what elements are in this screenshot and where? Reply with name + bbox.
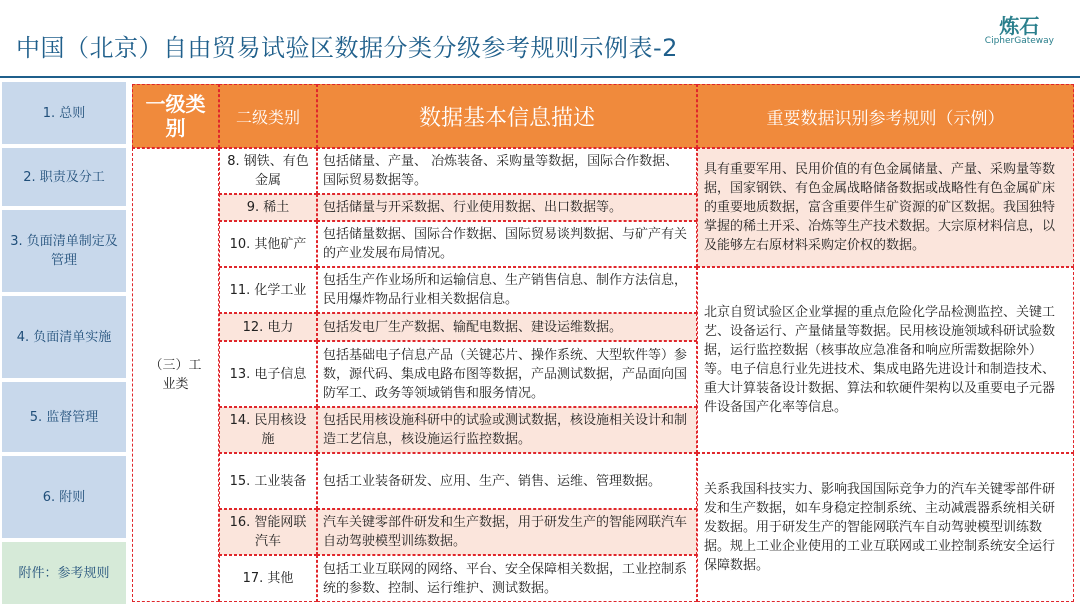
description-rare-earth: 包括储量与开采数据、行业使用数据、出口数据等。 xyxy=(317,194,697,221)
header-rule: 重要数据识别参考规则（示例） xyxy=(697,84,1074,148)
sidebar-item-supervision[interactable]: 5. 监督管理 xyxy=(2,382,126,452)
description-nuclear: 包括民用核设施科研中的试验或测试数据，核设施相关设计和制造工艺信息，核设施运行监控数据。 xyxy=(317,407,697,453)
sidebar-item-appendix[interactable]: 附件：参考规则 xyxy=(2,542,126,604)
subcategory-connected-vehicles: 16. 智能网联汽车 xyxy=(219,509,317,555)
rule-metals-minerals: 具有重要军用、民用价值的有色金属储量、产量、采购量等数据，国家钢铁、有色金属战略储备数据或战略性有色金属矿床的重要地质数据，富含重要伴生矿资源的矿区数据。我国独特掌握的稀土开采、冶炼等生产技术数据。大宗原材料信息，以及能够左右原材料采购定价权的数据。 xyxy=(697,148,1074,267)
subcategory-other-minerals: 10. 其他矿产 xyxy=(219,221,317,267)
rule-equipment-vehicles: 关系我国科技实力、影响我国国际竞争力的汽车关键零部件研发和生产数据，如车身稳定控制系统、主动减震器系统相关研发数据。用于研发生产的智能网联汽车自动驾驶模型训练数据。规上工业企业使用的工业互联网或工业控制系统安全运行保障数据。 xyxy=(697,453,1074,602)
subcategory-steel: 8. 钢铁、有色金属 xyxy=(219,148,317,194)
header-level1: 一级类别 xyxy=(132,84,219,148)
subcategory-other: 17. 其他 xyxy=(219,555,317,602)
brand-logo xyxy=(985,14,1054,46)
description-power: 包括发电厂生产数据、输配电数据、建设运维数据。 xyxy=(317,313,697,341)
subcategory-electronics: 13. 电子信息 xyxy=(219,341,317,407)
sidebar-item-negative-list-implementation[interactable]: 4. 负面清单实施 xyxy=(2,296,126,378)
rule-chemical-electronics-nuclear: 北京自贸试验区企业掌握的重点危险化学品检测监控、关键工艺、设备运行、产量储量等数据。民用核设施领域科研试验数据，运行监控数据（核事故应急准备和响应所需数据除外）等。电子信息行业先进技术、集成电路先进设计和制造技术、重大计算装备设计数据、算法和软硬件架构以及重要电子元器件设备国产化率等信息。 xyxy=(697,267,1074,453)
subcategory-chemical: 11. 化学工业 xyxy=(219,267,317,313)
description-electronics: 包括基础电子信息产品（关键芯片、操作系统、大型软件等）参数，源代码、集成电路布图等数据，产品测试数据，产品面向国防军工、政务等领域销售和服务情况。 xyxy=(317,341,697,407)
category-industrial: （三）工业类 xyxy=(132,148,219,602)
description-chemical: 包括生产作业场所和运输信息、生产销售信息、制作方法信息，民用爆炸物品行业相关数据信息。 xyxy=(317,267,697,313)
description-equipment: 包括工业装备研发、应用、生产、销售、运维、管理数据。 xyxy=(317,453,697,509)
subcategory-power: 12. 电力 xyxy=(219,313,317,341)
header-description: 数据基本信息描述 xyxy=(317,84,697,148)
subcategory-equipment: 15. 工业装备 xyxy=(219,453,317,509)
sidebar-item-duties[interactable]: 2. 职责及分工 xyxy=(2,148,126,206)
description-connected-vehicles: 汽车关键零部件研发和生产数据，用于研发生产的智能网联汽车自动驾驶模型训练数据。 xyxy=(317,509,697,555)
sidebar-item-supplementary[interactable]: 6. 附则 xyxy=(2,456,126,538)
sidebar-item-general[interactable]: 1. 总则 xyxy=(2,82,126,144)
subcategory-nuclear: 14. 民用核设施 xyxy=(219,407,317,453)
description-steel: 包括储量、产量、 冶炼装备、采购量等数据，国际合作数据、国际贸易数据等。 xyxy=(317,148,697,194)
logo-text-en: CipherGateway xyxy=(984,36,1054,46)
classification-table xyxy=(132,84,1074,602)
subcategory-rare-earth: 9. 稀土 xyxy=(219,194,317,221)
page-title: 中国（北京）自由贸易试验区数据分类分级参考规则示例表-2 xyxy=(16,34,678,62)
header-level2: 二级类别 xyxy=(219,84,317,148)
logo-text-cn: 炼石 xyxy=(999,14,1040,38)
sidebar-item-negative-list-formulation[interactable]: 3. 负面清单制定及管理 xyxy=(2,210,126,292)
description-other: 包括工业互联网的网络、平台、安全保障相关数据，工业控制系统的参数、控制、运行维护、测试数据。 xyxy=(317,555,697,602)
title-divider xyxy=(0,76,1080,78)
description-other-minerals: 包括储量数据、国际合作数据、国际贸易谈判数据、与矿产有关的产业发展布局情况。 xyxy=(317,221,697,267)
